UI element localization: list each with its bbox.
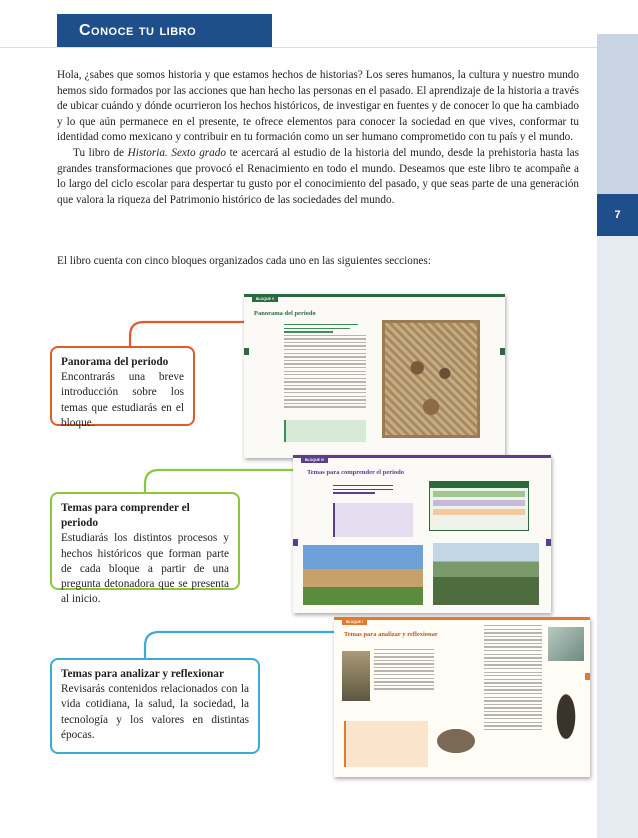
thumb-activity-box xyxy=(284,420,366,442)
thumb-text-block xyxy=(374,649,434,692)
callout-title: Panorama del periodo xyxy=(61,356,169,368)
section-header-title: Conoce tu libro xyxy=(79,22,197,39)
callout-title: Temas para comprender el periodo xyxy=(61,502,190,530)
thumb-topbar xyxy=(244,294,505,297)
thumb-tag: BLOQUE IV xyxy=(301,457,328,463)
thumb-page-mark xyxy=(585,673,590,680)
callout-title: Temas para analizar y reflexionar xyxy=(61,668,224,680)
intro-paragraph-2 xyxy=(57,146,579,208)
intro-paragraph-1: Hola, ¿sabes que somos historia y que estamos hechos de historias? Los seres humanos, la cultura y nuestro mundo hemos sido formados por las acciones que han hecho las personas en el pasado. El aprendizaje de la historia a través de ubicar cuándo y dónde ocurrieron los hechos históricos, de investigar en fuentes y de conocer lo que ha cambiado y lo que aún permanece en el presente, te ofrece elementos para conocer la sociedad en que vives, conformar tu identidad como mexicano y contribuir en tu formación como un ser humano comprometido con tu país y el mundo. xyxy=(57,69,579,144)
thumb-tag: BLOQUE V xyxy=(252,296,278,302)
mosaic-image xyxy=(382,320,480,438)
book-title: Historia. Sexto grado xyxy=(127,146,226,159)
callout-text: Revisarás contenidos relacionados con la vida cotidiana, la salud, la sociedad, la tecnología y los valores en distintas épocas. xyxy=(61,683,249,741)
callout-comprender xyxy=(50,492,240,606)
thumb-activity-box xyxy=(344,721,428,767)
callout-panorama xyxy=(50,346,195,429)
thumb-title: Temas para analizar y reflexionar xyxy=(344,631,438,638)
thumbnail-analizar xyxy=(334,617,590,777)
thumb-page-mark xyxy=(546,539,551,546)
great-wall-image xyxy=(433,543,539,605)
thumb-page-mark xyxy=(244,348,249,355)
margin-light-block xyxy=(597,34,638,194)
mammoth-image xyxy=(342,651,370,701)
thumb-table xyxy=(429,481,529,531)
connector-green xyxy=(145,470,296,492)
connector-orange xyxy=(130,322,247,346)
castle-image xyxy=(303,545,423,605)
elephant-image xyxy=(434,727,478,755)
thumb-topbar xyxy=(334,617,590,620)
hominid-image xyxy=(550,691,582,755)
right-margin-band xyxy=(597,0,638,838)
thumb-activity-box xyxy=(333,503,413,537)
thumb-title: Panorama del periodo xyxy=(254,310,316,317)
margin-top xyxy=(597,0,638,34)
connector-blue xyxy=(145,632,337,658)
intro-text xyxy=(57,68,579,208)
callout-text: Estudiarás los distintos procesos y hechos históricos que forman parte de cada bloque a partir de una pregunta detonadora que se presenta al inicio. xyxy=(61,532,229,606)
thumb-title: Temas para comprender el periodo xyxy=(307,469,405,476)
page-number: 7 xyxy=(597,194,638,236)
thumb-topbar xyxy=(293,455,551,458)
thumb-question xyxy=(333,485,393,496)
thumb-page-mark xyxy=(500,348,505,355)
thumb-page-mark xyxy=(293,539,298,546)
intro-p2-rest: te acercará al estudio de la historia del mundo, desde la prehistoria hasta las grandes transformaciones que provocó el Renacimiento en todo el mundo. Deseamos que este libro te acompañe a lo largo del ciclo escolar para despertar tu gusto por el conocimiento del pasado, y que seas parte de una generación que valora la riqueza del Patrimonio histórico de las sociedades del mundo. xyxy=(57,146,579,206)
callout-text: Encontrarás una breve introducción sobre los temas que estudiarás en el bloque. xyxy=(61,371,184,429)
thumbnail-panorama xyxy=(244,294,505,458)
header-divider xyxy=(0,47,597,48)
intro-p2-lead: Tu libro de xyxy=(73,146,128,159)
section-header xyxy=(57,14,272,47)
thumb-text-block xyxy=(484,625,542,732)
thumbnail-comprender xyxy=(293,455,551,613)
callout-analizar xyxy=(50,658,260,754)
thumb-text-block xyxy=(284,324,366,410)
thumb-tag: BLOQUE I xyxy=(342,619,367,625)
sections-intro-line: El libro cuenta con cinco bloques organizados cada uno en las siguientes secciones: xyxy=(57,255,431,267)
landscape-image xyxy=(548,627,584,661)
